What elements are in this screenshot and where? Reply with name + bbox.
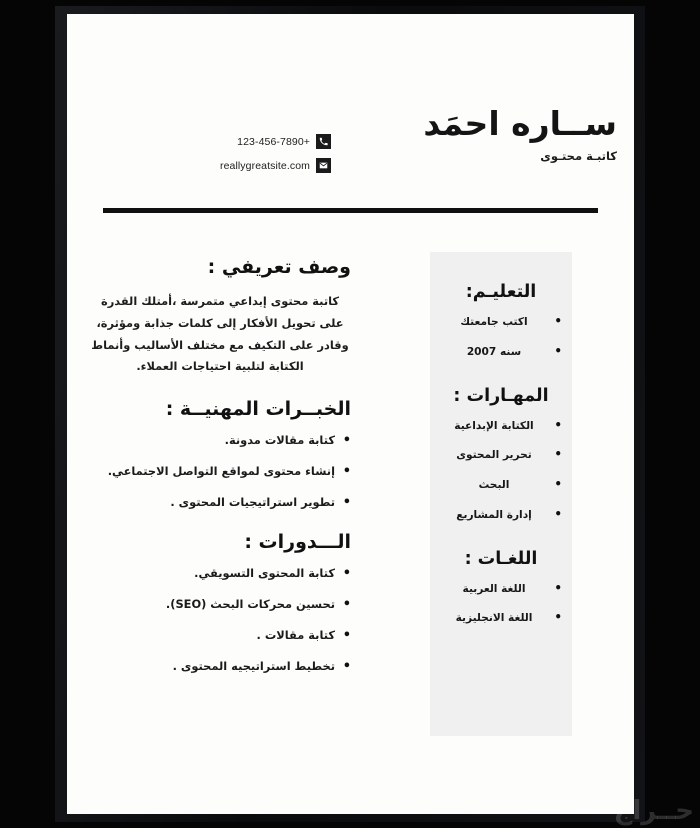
resume-page [67,14,634,814]
contact-phone-text: 123-456-7890+ [237,135,310,148]
list-item: • تحرير المحتوى [438,449,564,463]
section-languages [438,549,564,627]
contact-website-text: reallygreatsite.com [219,159,310,172]
section-profile [89,256,351,378]
name-block [287,106,617,163]
resume-header [67,14,634,214]
section-title-education: التعليـم: [465,282,537,302]
contact-row-website[interactable] [101,158,331,173]
section-courses [89,531,351,675]
list-item: • تطوير استراتيجيات المحتوى . [89,495,351,511]
skills-list [438,420,564,523]
experience-list [89,433,351,511]
section-title-profile: وصف تعريفي : [207,256,351,278]
section-title-skills: المهـارات : [453,385,549,406]
list-item: • الكتابة الإبداعية [438,420,564,434]
section-education [438,282,564,360]
watermark: حــراج [613,796,694,826]
courses-list [89,566,351,675]
list-item: • اكتب جامعتك [438,316,564,330]
phone-icon [316,134,331,149]
education-list [438,316,564,360]
contact-block [101,134,331,182]
section-skills [438,386,564,523]
languages-list [438,583,564,627]
list-item: • إدارة المشاريع [438,509,564,523]
contact-row-phone[interactable] [101,134,331,149]
list-item: • اللغة الانجليزية [438,612,564,626]
list-item: • تخطيط استراتيجيه المحتوى . [89,659,351,675]
profile-paragraph: كاتبة محتوى إبداعي متمرسة ،أمتلك القدرة على تحويل الأفكار إلى كلمات جذابة ومؤثرة، وقادر على التكيف مع مختلف الأساليب وأنماط الكتابة لتلبية احتياجات العملاء. [91,293,349,374]
list-item: • تحسين محركات البحث (SEO). [89,597,351,613]
envelope-icon [316,158,331,173]
section-title-courses: الـــدورات : [244,531,351,554]
list-item: • اللغة العربية [438,583,564,597]
candidate-job-title: كاتبـة محتـوى [540,148,617,163]
resume-body [67,226,634,814]
header-divider [103,208,598,213]
section-title-experience: الخبــرات المهنيــة : [165,398,351,421]
list-item: • كتابة مقالات مدونة. [89,433,351,449]
list-item: • كتابة المحتوى التسويقي. [89,566,351,582]
list-item: • البحث [438,479,564,493]
candidate-name: ســاره احمَد [423,104,617,143]
list-item: • كتابة مقالات . [89,628,351,644]
section-experience [89,398,351,511]
list-item: • سنه 2007 [438,346,564,360]
list-item: • إنشاء محتوى لمواقع التواصل الاجتماعي. [89,464,351,480]
sidebar-panel [430,252,572,736]
main-column [89,256,351,695]
section-title-languages: اللغـات : [464,548,538,569]
